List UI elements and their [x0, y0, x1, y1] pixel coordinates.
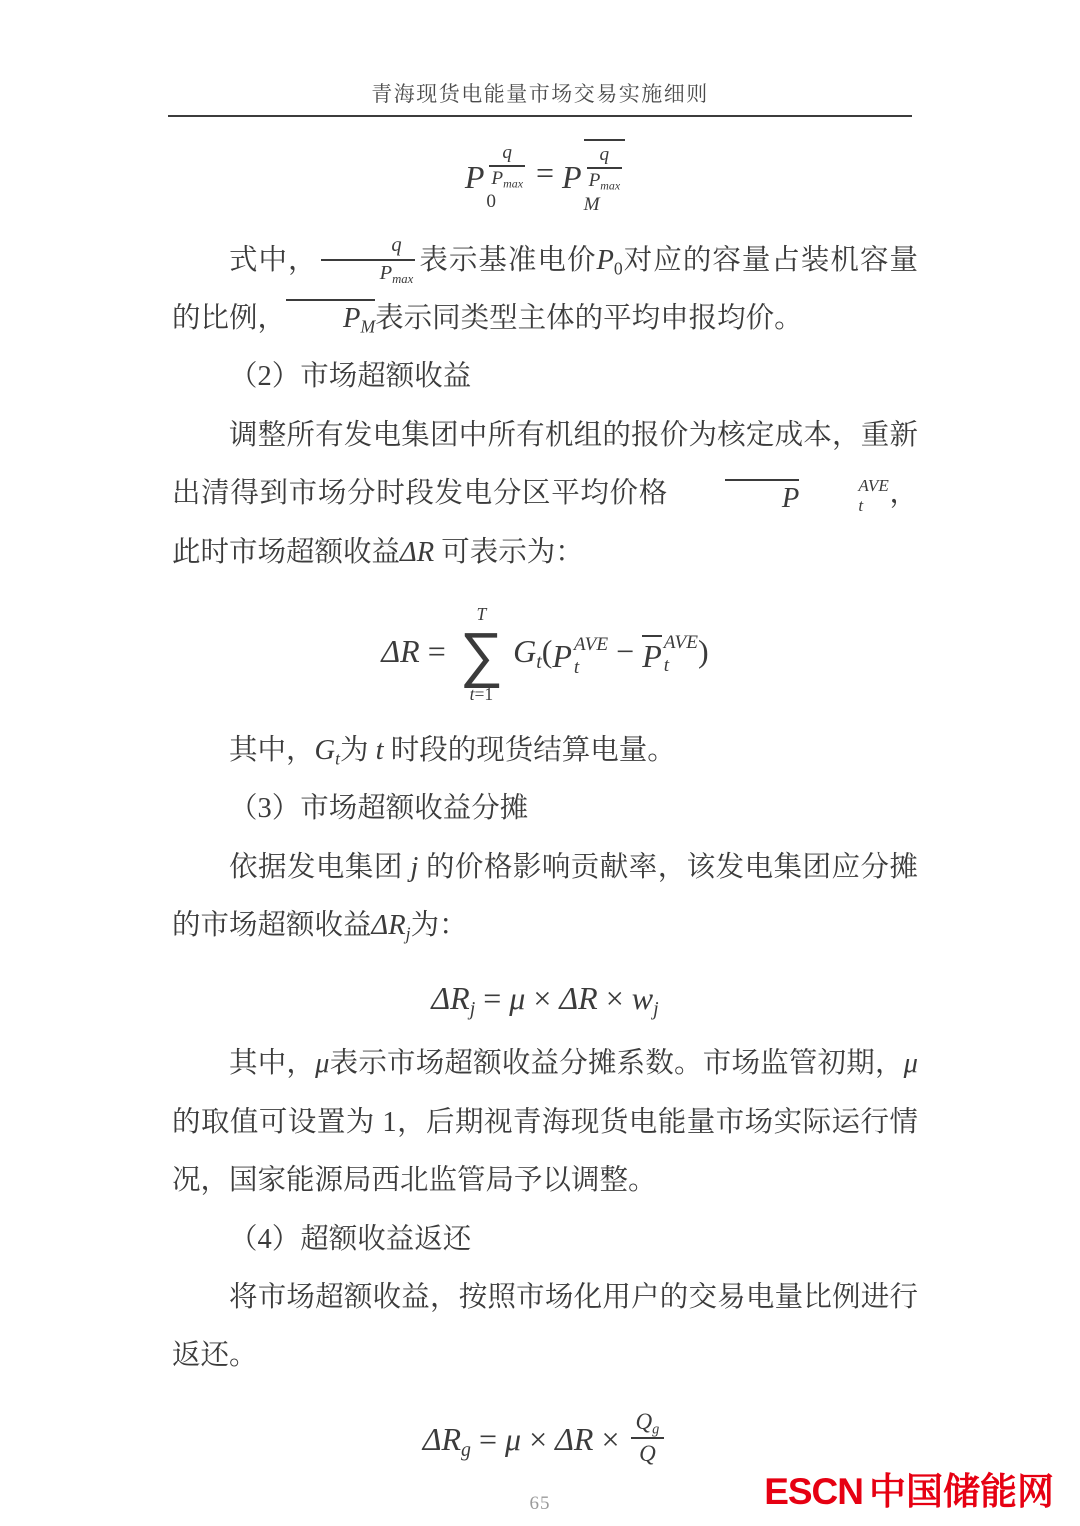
fraction-numerator — [321, 234, 416, 261]
math-variable: ΔR — [422, 1420, 462, 1457]
text-run: − — [608, 633, 643, 670]
math-variable: q — [599, 144, 610, 165]
script-superscript — [486, 142, 528, 191]
paragraph-gt-explanation — [172, 722, 918, 780]
subscript — [653, 997, 659, 1019]
math-variable: ΔR — [431, 979, 470, 1016]
math-variable: w — [631, 979, 654, 1016]
subscript — [600, 179, 620, 193]
script-base — [464, 159, 485, 196]
paragraph-formula1-explanation — [172, 232, 918, 349]
text-run: 其中， — [229, 734, 315, 766]
scripted-term — [552, 633, 608, 679]
math-variable: M — [360, 316, 376, 337]
document-title: 青海现货电能量市场交易实施细则 — [371, 82, 709, 106]
math-variable: μ — [315, 1048, 330, 1080]
script-superscript — [584, 139, 626, 193]
logo-escn-text: ESCN — [764, 1471, 863, 1512]
text-run: 可表示为： — [434, 536, 584, 568]
text-run: 表示基准电价 — [418, 244, 597, 276]
text-run: （2）市场超额收益 — [229, 361, 472, 393]
heading-market-excess-revenue — [172, 348, 918, 406]
math-variable: G — [314, 734, 336, 766]
script-column — [486, 142, 528, 214]
script-base — [668, 479, 799, 514]
script-subscript — [801, 496, 888, 517]
text-run: ) — [697, 633, 709, 670]
text-run: =1 — [474, 683, 494, 704]
paragraph-return-intro — [172, 1269, 918, 1386]
subscript — [614, 258, 623, 278]
summation-lower-limit — [470, 684, 494, 706]
text-run: ，此时市场超额收益 — [172, 478, 918, 568]
text-run: 依据发电集团 — [229, 851, 411, 883]
math-variable: max — [600, 178, 621, 193]
math-variable: t — [335, 748, 341, 769]
script-subscript — [574, 656, 608, 679]
math-variable: P — [588, 170, 601, 192]
math-variable: P — [562, 159, 582, 196]
paragraph-mu-explanation — [172, 1035, 918, 1210]
subscript — [360, 316, 375, 336]
math-variable: P — [552, 638, 572, 675]
text-run: 的取值可设置为 1，后期视青海现货电能量市场实际运行情况，国家能源局西北监管局予以调整。 — [172, 1106, 918, 1197]
script-superscript — [574, 633, 608, 656]
text-run: 式中， — [229, 244, 318, 276]
formula-delta-rg — [172, 1408, 918, 1467]
fraction — [489, 142, 525, 191]
math-variable: P — [464, 159, 485, 196]
script-base — [562, 159, 582, 196]
math-variable: P — [596, 244, 614, 276]
header-divider — [168, 115, 912, 117]
text-run: 表示同类型主体的平均申报均价。 — [375, 303, 803, 334]
text-run: 调整所有发电集团中所有机组的报价为核定成本，重新出清得到市场分时段发电分区平均价格 — [172, 419, 918, 510]
math-variable: t — [469, 683, 475, 704]
fraction-denominator — [587, 169, 623, 192]
logo-chinese-text: 中国储能网 — [869, 1471, 1054, 1512]
overline — [286, 299, 375, 336]
math-variable: μ — [509, 979, 526, 1016]
math-variable: μ — [505, 1420, 522, 1457]
formula-delta-r-sum — [172, 604, 918, 706]
math-variable: g — [652, 1421, 660, 1438]
heading-excess-revenue-return — [172, 1211, 918, 1269]
text-run: = — [475, 979, 510, 1016]
sigma-symbol: ∑ — [459, 620, 504, 689]
fraction-denominator — [631, 1439, 665, 1467]
script-superscript — [664, 631, 698, 654]
math-variable: j — [410, 851, 419, 883]
fraction-denominator — [321, 261, 416, 286]
scripted-term — [465, 142, 528, 214]
page-header — [0, 0, 1080, 108]
script-subscript — [486, 190, 528, 213]
math-variable: t — [858, 496, 864, 515]
overline — [584, 139, 626, 193]
script-column — [574, 633, 608, 679]
math-variable: j — [653, 997, 659, 1020]
formula-benchmark-price-ratio — [172, 139, 918, 216]
heading-excess-revenue-sharing — [172, 780, 918, 838]
text-run: 0 — [486, 191, 497, 213]
math-variable: P — [491, 167, 504, 189]
math-variable: g — [461, 1438, 471, 1461]
fraction — [587, 144, 623, 193]
page-number: 65 — [529, 1492, 551, 1514]
fraction-denominator — [489, 167, 525, 190]
math-variable: j — [469, 997, 476, 1020]
math-variable: Q — [639, 1440, 656, 1467]
text-run: 0 — [613, 257, 623, 278]
script-column — [664, 631, 698, 677]
text-run: × — [593, 1420, 628, 1457]
fraction — [321, 234, 416, 285]
fraction-numerator — [489, 142, 525, 167]
math-variable: j — [405, 923, 411, 944]
paragraph-sharing-intro — [172, 839, 918, 956]
subscript — [652, 1421, 659, 1437]
math-variable: P — [642, 638, 662, 675]
math-variable: q — [502, 141, 512, 163]
math-variable: AVE — [858, 475, 889, 495]
math-variable: ΔR — [381, 633, 420, 670]
summation-operator — [460, 604, 503, 706]
text-run: 其中， — [229, 1048, 316, 1080]
math-variable: M — [583, 193, 600, 215]
script-subscript — [584, 193, 626, 216]
text-run: = — [419, 633, 454, 670]
math-variable: max — [392, 271, 414, 286]
text-run: 对应的容量占装机容量的比例， — [172, 244, 918, 334]
math-variable: ΔR — [559, 979, 598, 1016]
scripted-term — [562, 139, 625, 216]
text-run: 表示市场超额收益分摊系数。市场监管初期， — [329, 1048, 904, 1080]
script-base — [552, 638, 572, 675]
math-variable: t — [573, 657, 580, 679]
text-run: ( — [541, 633, 553, 670]
math-variable: Q — [635, 1407, 653, 1434]
overline — [725, 479, 799, 514]
math-variable: G — [513, 633, 537, 670]
formula-delta-rj — [172, 978, 918, 1020]
scripted-term — [668, 476, 889, 517]
script-base — [642, 635, 662, 674]
fraction-numerator — [587, 144, 623, 169]
math-variable: ΔR — [555, 1420, 594, 1457]
text-run: 将市场超额收益，按照市场化用户的交易电量比例进行返还。 — [172, 1281, 918, 1372]
script-column — [584, 139, 626, 216]
math-variable: P — [343, 303, 361, 334]
text-run: = — [527, 154, 563, 191]
math-variable: μ — [903, 1048, 918, 1080]
math-variable: P — [379, 261, 393, 284]
script-subscript — [664, 654, 698, 677]
text-run: × — [597, 979, 632, 1016]
math-variable: P — [781, 482, 800, 514]
text-run: （4）超额收益返还 — [229, 1223, 472, 1255]
math-variable: max — [503, 176, 523, 191]
text-run: 时段的现货结算电量。 — [383, 734, 676, 766]
text-run: × — [521, 1420, 556, 1457]
text-run: = — [470, 1420, 506, 1457]
scripted-term — [642, 631, 698, 677]
math-variable: t — [663, 655, 670, 677]
math-variable: T — [476, 604, 487, 625]
math-variable: ΔR — [400, 536, 435, 568]
subscript — [503, 176, 523, 190]
text-run: 为： — [410, 910, 468, 942]
math-variable: AVE — [663, 632, 698, 654]
subscript — [461, 1439, 471, 1461]
script-column — [801, 476, 888, 517]
math-variable: t — [536, 651, 542, 674]
text-run: 的价格影响贡献率，该发电集团应分摊的市场超额收益 — [172, 851, 918, 942]
subscript — [392, 272, 413, 286]
text-run: （3）市场超额收益分摊 — [229, 793, 529, 825]
script-superscript — [801, 476, 888, 497]
escn-watermark-logo — [764, 1473, 1054, 1510]
text-run: 为 — [340, 734, 376, 766]
paragraph-excess-revenue-intro — [172, 407, 918, 582]
fraction — [631, 1408, 665, 1467]
math-variable: AVE — [573, 634, 609, 656]
text-run: × — [525, 979, 560, 1016]
math-variable: ΔR — [371, 910, 406, 942]
math-variable: q — [391, 234, 402, 257]
document-body — [172, 139, 918, 1467]
math-variable: t — [375, 734, 384, 766]
fraction-numerator — [631, 1408, 665, 1440]
overline — [642, 635, 662, 674]
